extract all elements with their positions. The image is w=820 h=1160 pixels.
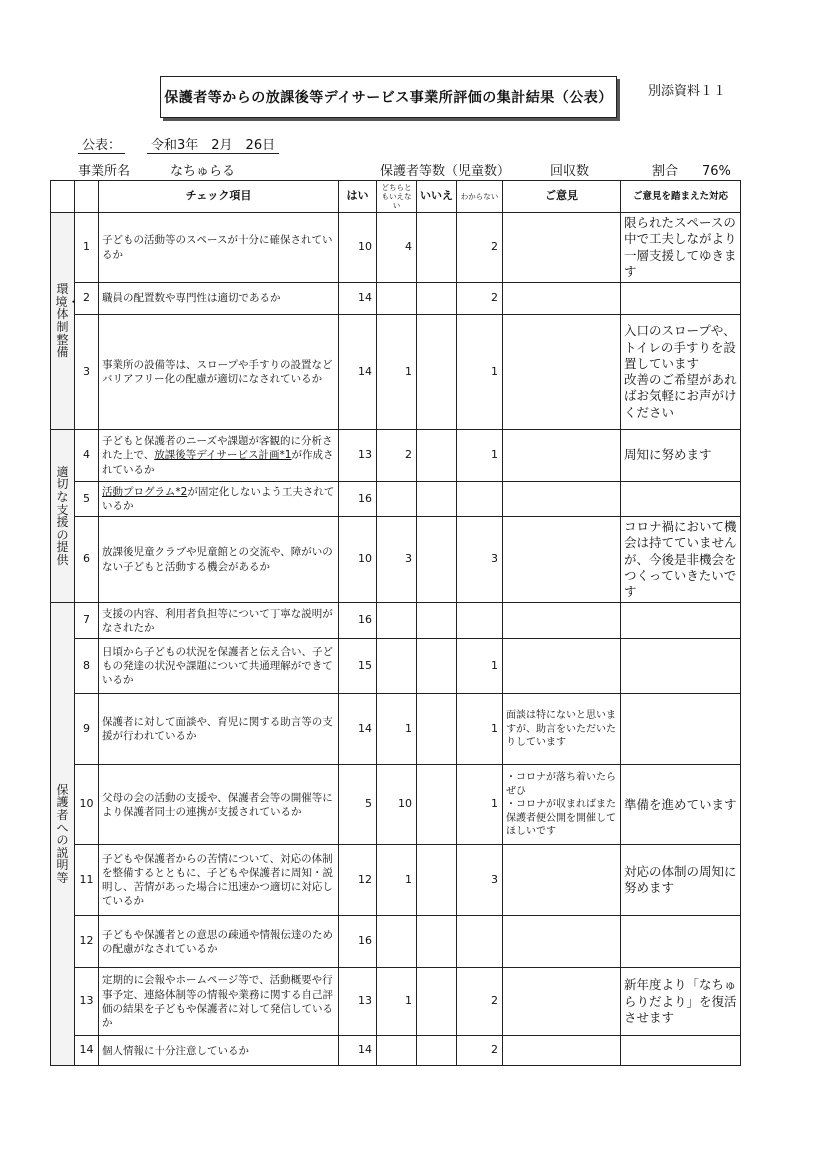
check-item: 定期的に会報やホームページ等で、活動概要や行事予定、連絡体制等の情報や業務に関する自己評価の結果を子どもや保護者に対して発信しているか bbox=[99, 968, 339, 1036]
header-unknown: わからない bbox=[457, 181, 503, 213]
response-cell: 対応の体制の周知に努めます bbox=[621, 845, 741, 916]
count-yes: 5 bbox=[339, 765, 377, 845]
count-unknown: 3 bbox=[457, 845, 503, 916]
count-unknown bbox=[457, 603, 503, 639]
table-row bbox=[51, 283, 741, 315]
response-cell: 周知に努めます bbox=[621, 430, 741, 482]
count-neither: 4 bbox=[377, 213, 417, 283]
count-neither: 3 bbox=[377, 517, 417, 603]
count-unknown: 2 bbox=[457, 213, 503, 283]
count-unknown: 1 bbox=[457, 765, 503, 845]
row-number: 1 bbox=[75, 213, 99, 283]
row-number: 9 bbox=[75, 694, 99, 765]
header-yes: はい bbox=[339, 181, 377, 213]
table-row bbox=[51, 845, 741, 916]
ratio-label: 割合 bbox=[652, 164, 679, 179]
table-row bbox=[51, 315, 741, 430]
table-row bbox=[51, 482, 741, 517]
count-yes: 16 bbox=[339, 603, 377, 639]
count-no bbox=[417, 916, 457, 968]
count-no bbox=[417, 845, 457, 916]
count-yes: 12 bbox=[339, 845, 377, 916]
guardian-count-label: 保護者等数（児童数） bbox=[380, 164, 511, 179]
table-row bbox=[51, 639, 741, 694]
row-number: 12 bbox=[75, 916, 99, 968]
table-row bbox=[51, 1036, 741, 1066]
table-row bbox=[51, 430, 741, 482]
header-no-answer: いいえ bbox=[417, 181, 457, 213]
count-no bbox=[417, 639, 457, 694]
count-yes: 14 bbox=[339, 315, 377, 430]
count-neither bbox=[377, 482, 417, 517]
count-yes: 13 bbox=[339, 968, 377, 1036]
opinion-cell bbox=[503, 517, 621, 603]
opinion-cell: ・コロナが落ち着いたらぜひ ・コロナが収まればまた保護者便公開を開催してほしいです bbox=[503, 765, 621, 845]
count-no bbox=[417, 315, 457, 430]
count-yes: 16 bbox=[339, 916, 377, 968]
count-unknown: 1 bbox=[457, 694, 503, 765]
count-no bbox=[417, 968, 457, 1036]
count-no bbox=[417, 694, 457, 765]
category-cell bbox=[51, 603, 75, 1066]
count-no bbox=[417, 1036, 457, 1066]
row-number: 11 bbox=[75, 845, 99, 916]
count-unknown: 1 bbox=[457, 639, 503, 694]
check-item: 子どもや保護者からの苦情について、対応の体制を整備するとともに、子どもや保護者に周知・説明し、苦情があった場合に迅速かつ適切に対応しているか bbox=[99, 845, 339, 916]
table-row bbox=[51, 213, 741, 283]
response-cell: 入口のスロープや、トイレの手すりを設置しています 改善のご希望があればお気軽にお声がけください bbox=[621, 315, 741, 430]
term-link-text: 放課後等デイサービス計画*1 bbox=[154, 449, 292, 462]
header-no bbox=[75, 181, 99, 213]
header-category bbox=[51, 181, 75, 213]
facility-name: なちゅらる bbox=[170, 164, 236, 179]
publish-date: 令和3年 2月 26日 bbox=[147, 134, 279, 154]
count-unknown: 1 bbox=[457, 315, 503, 430]
check-item: 子どもの活動等のスペースが十分に確保されているか bbox=[99, 213, 339, 283]
category-label: 適切な支援の提供 bbox=[56, 464, 69, 567]
response-cell bbox=[621, 603, 741, 639]
count-neither bbox=[377, 1036, 417, 1066]
opinion-cell bbox=[503, 603, 621, 639]
evaluation-table bbox=[50, 180, 741, 1066]
row-number: 6 bbox=[75, 517, 99, 603]
count-yes: 15 bbox=[339, 639, 377, 694]
count-neither: 1 bbox=[377, 315, 417, 430]
response-cell: コロナ禍において機会は持てていませんが、今後是非機会をつくっていきたいです bbox=[621, 517, 741, 603]
count-unknown: 1 bbox=[457, 430, 503, 482]
row-number: 5 bbox=[75, 482, 99, 517]
count-unknown: 2 bbox=[457, 968, 503, 1036]
count-yes: 10 bbox=[339, 213, 377, 283]
response-cell bbox=[621, 916, 741, 968]
response-cell bbox=[621, 482, 741, 517]
check-item: 子どもや保護者との意思の疎通や情報伝達のための配慮がなされているか bbox=[99, 916, 339, 968]
count-neither: 1 bbox=[377, 845, 417, 916]
facility-info-row bbox=[78, 160, 738, 182]
row-number: 14 bbox=[75, 1036, 99, 1066]
row-number: 3 bbox=[75, 315, 99, 430]
header-neither: どちらともいえない bbox=[377, 181, 417, 213]
table-body bbox=[51, 213, 741, 1066]
check-item: 放課後児童クラブや児童館との交流や、障がいのない子どもと活動する機会があるか bbox=[99, 517, 339, 603]
opinion-cell: 面談は特にないと思いますが、助言をいただいたりしています bbox=[503, 694, 621, 765]
category-cell bbox=[51, 430, 75, 603]
check-item: 活動プログラム*2が固定化しないよう工夫されているか bbox=[99, 482, 339, 517]
collected-label: 回収数 bbox=[550, 164, 590, 179]
count-neither: 10 bbox=[377, 765, 417, 845]
count-no bbox=[417, 517, 457, 603]
publish-row bbox=[78, 134, 279, 154]
count-unknown: 2 bbox=[457, 1036, 503, 1066]
row-number: 8 bbox=[75, 639, 99, 694]
count-neither: 2 bbox=[377, 430, 417, 482]
response-cell: 限られたスペースの中で工夫しながより一層支援してゆきます bbox=[621, 213, 741, 283]
ratio-value: 76% bbox=[702, 164, 731, 179]
check-item: 個人情報に十分注意しているか bbox=[99, 1036, 339, 1066]
opinion-cell bbox=[503, 482, 621, 517]
opinion-cell bbox=[503, 916, 621, 968]
count-yes: 14 bbox=[339, 283, 377, 315]
opinion-cell bbox=[503, 639, 621, 694]
count-no bbox=[417, 765, 457, 845]
opinion-cell bbox=[503, 430, 621, 482]
response-cell bbox=[621, 1036, 741, 1066]
opinion-cell bbox=[503, 283, 621, 315]
response-cell: 新年度より「なちゅらりだより」を復活させます bbox=[621, 968, 741, 1036]
table-row bbox=[51, 968, 741, 1036]
count-yes: 13 bbox=[339, 430, 377, 482]
opinion-cell bbox=[503, 315, 621, 430]
count-neither bbox=[377, 283, 417, 315]
count-no bbox=[417, 482, 457, 517]
response-cell bbox=[621, 639, 741, 694]
count-no bbox=[417, 283, 457, 315]
row-number: 4 bbox=[75, 430, 99, 482]
count-unknown bbox=[457, 482, 503, 517]
header-response: ご意見を踏まえた対応 bbox=[621, 181, 741, 213]
row-number: 7 bbox=[75, 603, 99, 639]
opinion-cell bbox=[503, 968, 621, 1036]
table-row bbox=[51, 603, 741, 639]
opinion-cell bbox=[503, 1036, 621, 1066]
count-neither bbox=[377, 639, 417, 694]
check-item: 保護者に対して面談や、育児に関する助言等の支援が行われているか bbox=[99, 694, 339, 765]
count-yes: 14 bbox=[339, 1036, 377, 1066]
count-yes: 14 bbox=[339, 694, 377, 765]
row-number: 10 bbox=[75, 765, 99, 845]
category-label: 環境・体制整備 bbox=[55, 282, 80, 360]
row-number: 13 bbox=[75, 968, 99, 1036]
table-row bbox=[51, 765, 741, 845]
check-item: 支援の内容、利用者負担等について丁寧な説明がなされたか bbox=[99, 603, 339, 639]
count-yes: 10 bbox=[339, 517, 377, 603]
table-row bbox=[51, 916, 741, 968]
check-item: 子どもと保護者のニーズや課題が客観的に分析された上で、放課後等デイサービス計画*1が作成されているか bbox=[99, 430, 339, 482]
check-item: 父母の会の活動の支援や、保護者会等の開催等により保護者同士の連携が支援されているか bbox=[99, 765, 339, 845]
count-no bbox=[417, 213, 457, 283]
document-title: 保護者等からの放課後等デイサービス事業所評価の集計結果（公表） bbox=[160, 76, 617, 118]
count-unknown: 2 bbox=[457, 283, 503, 315]
check-item: 職員の配置数や専門性は適切であるか bbox=[99, 283, 339, 315]
table-row bbox=[51, 694, 741, 765]
check-item: 事業所の設備等は、スロープや手すりの設置などバリアフリー化の配慮が適切になされているか bbox=[99, 315, 339, 430]
count-yes: 16 bbox=[339, 482, 377, 517]
count-no bbox=[417, 430, 457, 482]
response-cell: 準備を進めています bbox=[621, 765, 741, 845]
opinion-cell bbox=[503, 845, 621, 916]
category-cell bbox=[51, 213, 80, 430]
category-label: 保護者への説明等 bbox=[56, 782, 69, 886]
count-neither: 1 bbox=[377, 694, 417, 765]
header-check-item: チェック項目 bbox=[99, 181, 339, 213]
count-neither: 1 bbox=[377, 968, 417, 1036]
facility-label: 事業所名 bbox=[78, 164, 131, 179]
count-unknown bbox=[457, 916, 503, 968]
publish-label: 公表： bbox=[78, 134, 125, 154]
header-opinion: ご意見 bbox=[503, 181, 621, 213]
check-item: 日頃から子どもの状況を保護者と伝え合い、子どもの発達の状況や課題について共通理解ができているか bbox=[99, 639, 339, 694]
table-row bbox=[51, 517, 741, 603]
count-neither bbox=[377, 916, 417, 968]
annex-label: 別添資料１１ bbox=[648, 84, 727, 99]
row-number: 2 bbox=[75, 283, 99, 315]
count-neither bbox=[377, 603, 417, 639]
count-no bbox=[417, 603, 457, 639]
opinion-cell bbox=[503, 213, 621, 283]
count-unknown: 3 bbox=[457, 517, 503, 603]
response-cell bbox=[621, 283, 741, 315]
term-link-text: 活動プログラム*2 bbox=[102, 485, 188, 498]
response-cell bbox=[621, 694, 741, 765]
